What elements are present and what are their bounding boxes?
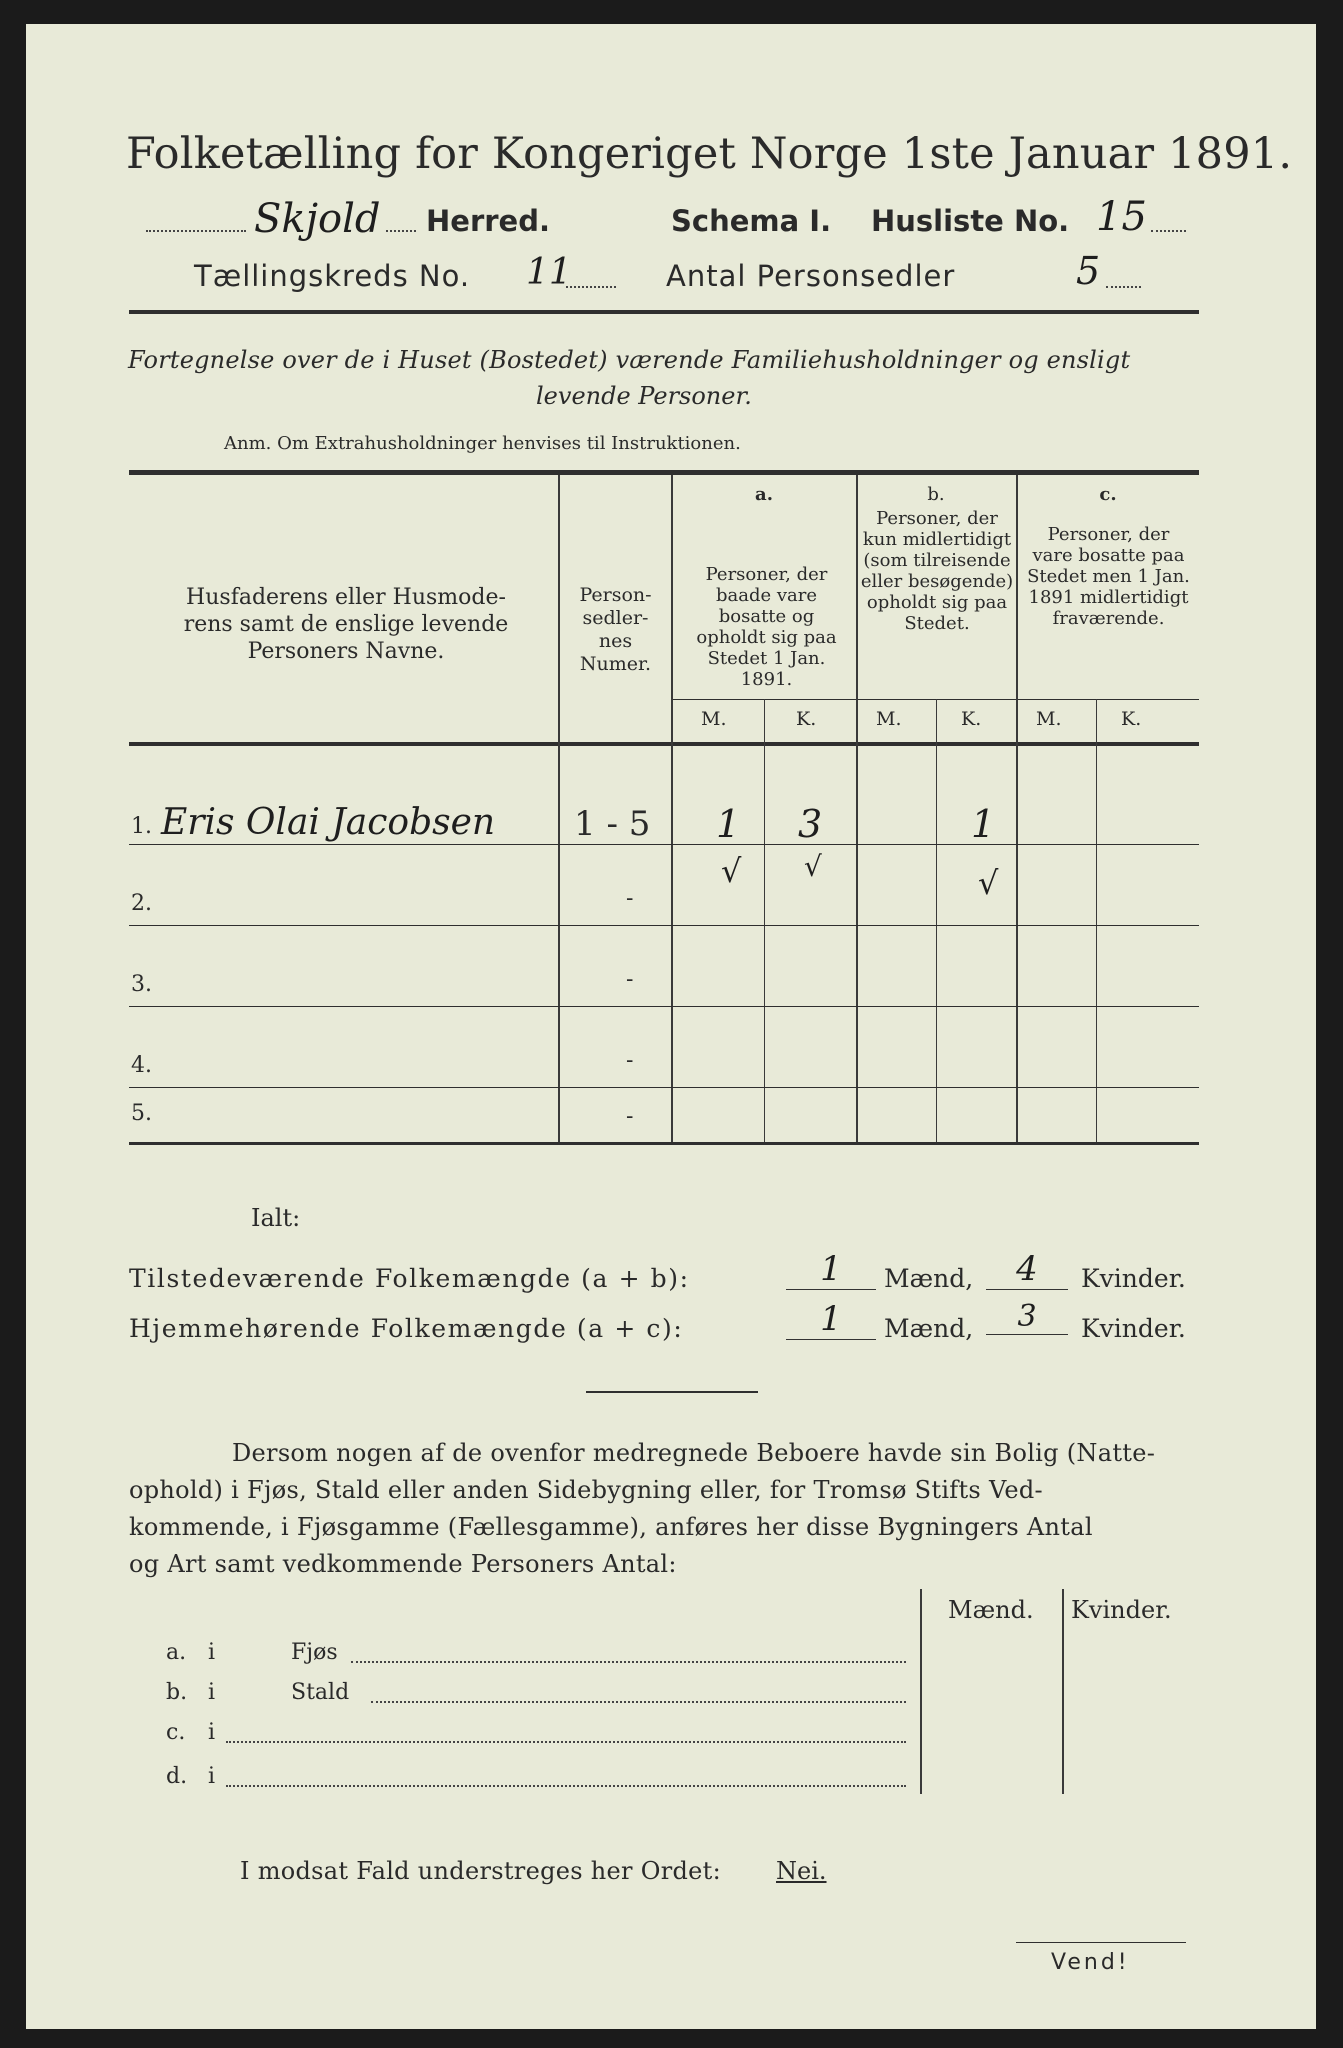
herred-label: Herred. xyxy=(426,204,550,238)
row-number-3: 3. xyxy=(131,972,152,997)
row1-a-k: 3 xyxy=(798,802,823,846)
kreds-dots xyxy=(566,286,616,288)
row-number-2: 2. xyxy=(131,891,152,916)
col-b-header: Personer, der kun midlertidigt (som tilreisende eller besøgende) opholdt sig paa Stedet. xyxy=(860,508,1014,634)
col-divider-b xyxy=(1016,475,1018,1142)
footer-word-nei: Nei. xyxy=(776,1857,827,1885)
building-c-i: i xyxy=(208,1720,216,1745)
husliste-value: 15 xyxy=(1096,194,1147,240)
row2-a-k: √ xyxy=(804,850,822,883)
row-number-1: 1. xyxy=(131,814,152,839)
row1-num: 1 - 5 xyxy=(574,804,651,844)
census-form-page xyxy=(26,24,1316,2029)
header-rule xyxy=(129,310,1199,314)
b-m-label: M. xyxy=(876,708,902,730)
schema-label: Schema I. xyxy=(671,204,832,238)
buildings-kvinder-header: Kvinder. xyxy=(1071,1596,1172,1624)
kreds-value: 11 xyxy=(526,252,572,293)
c-m-label: M. xyxy=(1036,708,1062,730)
table-top-rule xyxy=(129,470,1199,475)
herred-value: Skjold xyxy=(254,196,381,242)
building-c-dots xyxy=(226,1741,906,1743)
buildings-p2: ophold) i Fjøs, Stald eller anden Sidebygning eller, for Tromsø Stifts Ved- xyxy=(129,1476,1043,1504)
buildings-p4: og Art samt vedkommende Personers Antal: xyxy=(129,1550,677,1578)
footer-text: I modsat Fald understreges her Ordet: xyxy=(240,1857,721,1885)
building-c-letter: c. xyxy=(166,1720,186,1745)
herred-dots-lead xyxy=(146,230,246,232)
col-divider-num xyxy=(671,475,673,1142)
intro-line1: Fortegnelse over de i Huset (Bostedet) værende Familiehusholdninger og ensligt xyxy=(128,346,1131,374)
row5-num: - xyxy=(626,1104,634,1129)
row-line-1 xyxy=(129,844,1199,845)
tilstede-kvinder-label: Kvinder. xyxy=(1081,1264,1186,1293)
row-number-5: 5. xyxy=(131,1101,152,1126)
col-divider-name xyxy=(558,475,560,1142)
antal-value: 5 xyxy=(1076,249,1101,293)
col-name-header: Husfaderens eller Husmode- rens samt de enslige levende Personers Navne. xyxy=(183,585,509,664)
building-a-letter: a. xyxy=(166,1640,187,1665)
hjemme-maend-label: Mænd, xyxy=(884,1314,974,1343)
mk-subheader-rule xyxy=(671,699,1199,700)
buildings-divider-1 xyxy=(920,1589,922,1794)
antal-dots xyxy=(1106,286,1141,288)
building-a-label: Fjøs xyxy=(291,1640,338,1665)
row4-num: - xyxy=(626,1048,634,1073)
col-a-letter: a. xyxy=(755,484,773,505)
row2-b-k: √ xyxy=(978,864,999,902)
building-b-label: Stald xyxy=(291,1680,350,1705)
building-b-letter: b. xyxy=(166,1680,188,1705)
row3-num: - xyxy=(626,967,634,992)
row1-a-m: 1 xyxy=(716,802,741,846)
buildings-p3: kommende, i Fjøsgamme (Fællesgamme), anføres her disse Bygningers Antal xyxy=(129,1513,1093,1541)
vend-label: Vend! xyxy=(1051,1950,1130,1975)
buildings-p1: Dersom nogen af de ovenfor medregnede Beboere havde sin Bolig (Natte- xyxy=(232,1439,1156,1467)
tilstede-maend-label: Mænd, xyxy=(884,1264,974,1293)
tilstede-kvinder-value: 4 xyxy=(986,1249,1068,1290)
ialt-label: Ialt: xyxy=(251,1204,301,1232)
section-divider xyxy=(586,1391,758,1393)
col-divider-a xyxy=(856,475,858,1142)
col-c-letter: c. xyxy=(1099,484,1117,505)
col-a-header: Personer, der baade vare bosatte og opholdt sig paa Stedet 1 Jan. 1891. xyxy=(696,564,837,690)
antal-label: Antal Personsedler xyxy=(666,259,956,293)
intro-line2: levende Personer. xyxy=(536,382,752,410)
hjemme-label: Hjemmehørende Folkemængde (a + c): xyxy=(129,1314,684,1343)
row-line-3 xyxy=(129,1006,1199,1007)
hjemme-kvinder-label: Kvinder. xyxy=(1081,1314,1186,1343)
row-number-4: 4. xyxy=(131,1053,152,1078)
col-divider-cm xyxy=(1096,699,1097,1142)
tilstede-label: Tilstedeværende Folkemængde (a + b): xyxy=(129,1264,690,1293)
tilstede-maend-value: 1 xyxy=(786,1249,876,1290)
kreds-label: Tællingskreds No. xyxy=(194,259,471,293)
a-m-label: M. xyxy=(701,708,727,730)
vend-rule xyxy=(1016,1942,1186,1943)
building-d-i: i xyxy=(208,1764,216,1789)
herred-dots-trail xyxy=(386,230,416,232)
row-line-4 xyxy=(129,1087,1199,1088)
col-c-header: Personer, der vare bosatte paa Stedet men 1 Jan. 1891 midlertidigt fraværende. xyxy=(1027,524,1190,629)
row2-a-m: √ xyxy=(721,852,742,890)
col-b-letter: b. xyxy=(927,484,945,505)
col-num-header: Person- sedler- nes Numer. xyxy=(579,584,652,675)
hjemme-maend-value: 1 xyxy=(786,1299,876,1340)
c-k-label: K. xyxy=(1121,708,1142,730)
row-line-2 xyxy=(129,925,1199,926)
row2-num: - xyxy=(626,886,634,911)
form-title: Folketælling for Kongeriget Norge 1ste Januar 1891. xyxy=(126,129,1293,179)
building-a-i: i xyxy=(208,1640,216,1665)
building-b-dots xyxy=(371,1701,906,1703)
building-d-letter: d. xyxy=(166,1764,188,1789)
building-a-dots xyxy=(351,1661,906,1663)
buildings-divider-2 xyxy=(1062,1589,1064,1794)
row1-name: Eris Olai Jacobsen xyxy=(161,802,496,843)
building-b-i: i xyxy=(208,1680,216,1705)
husliste-dots xyxy=(1151,230,1186,232)
col-divider-am xyxy=(764,699,765,1142)
buildings-maend-header: Mænd. xyxy=(948,1596,1034,1624)
husliste-label: Husliste No. xyxy=(871,204,1070,238)
building-d-dots xyxy=(226,1785,906,1787)
b-k-label: K. xyxy=(961,708,982,730)
col-divider-bm xyxy=(936,699,937,1142)
table-header-bottom-rule xyxy=(129,742,1199,746)
hjemme-kvinder-value: 3 xyxy=(986,1299,1068,1335)
anm-note: Anm. Om Extrahusholdninger henvises til Instruktionen. xyxy=(224,433,741,454)
row1-b-k: 1 xyxy=(971,802,996,846)
table-bottom-rule xyxy=(129,1142,1199,1145)
a-k-label: K. xyxy=(796,708,817,730)
